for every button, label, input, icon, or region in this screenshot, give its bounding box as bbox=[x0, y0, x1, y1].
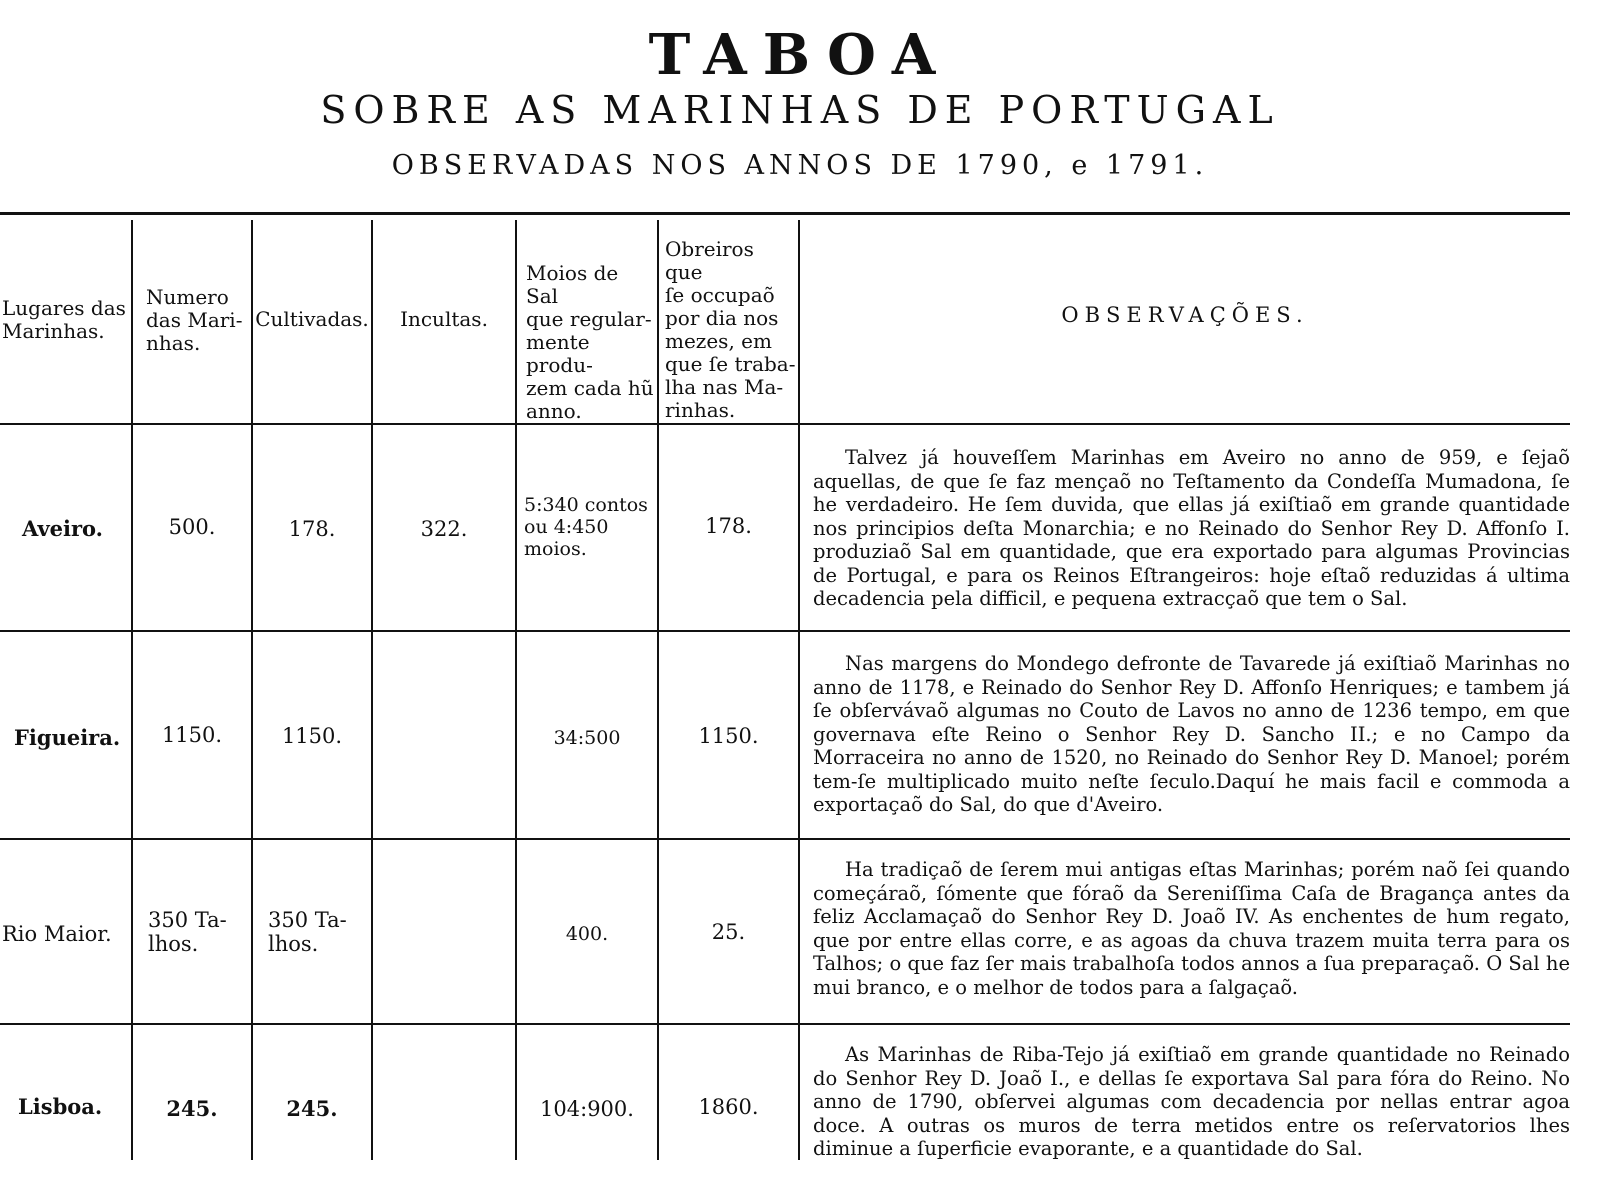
cell-lugar: Figueira. bbox=[14, 725, 121, 750]
cell-cultivadas: 1150. bbox=[281, 724, 343, 748]
cell-observacoes: As Marinhas de Riba-Tejo já exiſtiaõ em grande quantidade no Reinado do Senhor Rey D. Joaõ I., e dellas ſe exportava Sal para fóra do Reino. No anno de 1790, obſervei algumas com decadencia por nellas entrar agoa doce. A outras os muros de terra metidos entre os reſervatorios lhes diminue a ſuperficie evaporante, e a quantidade do Sal. bbox=[813, 1043, 1570, 1160]
cell-obreiros: 1860. bbox=[698, 1095, 759, 1119]
cell-moios: 400. bbox=[565, 923, 609, 945]
cell-numero: 350 Ta- lhos. bbox=[148, 908, 227, 956]
cell-moios: 5:340 contos ou 4:450 moios. bbox=[524, 494, 648, 560]
header-moios: Moios de Sal que regular- mente produ- zem cada hũ anno. bbox=[526, 261, 654, 423]
header-lugares: Lugares das Marinhas. bbox=[2, 296, 126, 343]
cell-obreiros: 178. bbox=[705, 514, 752, 538]
cell-lugar: Aveiro. bbox=[22, 516, 103, 541]
column-divider bbox=[657, 220, 659, 1160]
row-divider bbox=[0, 630, 1570, 632]
header-numero: Numero das Mari- nhas. bbox=[146, 285, 243, 355]
cell-cultivadas: 178. bbox=[288, 517, 336, 541]
page-title: TABOA bbox=[648, 22, 952, 88]
cell-obreiros: 25. bbox=[711, 920, 746, 944]
page-subtitle: SOBRE AS MARINHAS DE PORTUGAL bbox=[320, 88, 1280, 132]
header-obreiros: Obreiros que ſe occupaõ por dia nos mezes, em que ſe traba- lha nas Ma- rinhas. bbox=[665, 237, 796, 422]
header-observacoes: OBSERVAÇÕES. bbox=[1061, 303, 1309, 327]
cell-lugar: Lisboa. bbox=[18, 1094, 103, 1119]
column-divider bbox=[798, 220, 800, 1160]
header-cultivadas: Cultivadas. bbox=[255, 307, 369, 331]
row-divider bbox=[0, 838, 1570, 840]
cell-numero: 245. bbox=[166, 1096, 218, 1121]
cell-numero: 500. bbox=[168, 515, 216, 539]
cell-lugar: Rio Maior. bbox=[2, 922, 112, 946]
cell-cultivadas: 245. bbox=[286, 1096, 338, 1121]
cell-observacoes: Nas margens do Mondego defronte de Tavarede já exiſtiaõ Marinhas no anno de 1178, e Reinado do Senhor Rey D. Affonſo Henriques; e tambem já ſe obſervávaõ algumas no Couto de Lavos no anno de 1236 tempo, em que governava eſte Reino o Senhor Rey D. Sancho II.; e no Campo da Morraceira no anno de 1520, no Reinado do Senhor Rey D. Manoel; porém tem-ſe multiplicado muito neſte ſeculo.Daquí he mais facil e commoda a exportaçaõ do Sal, do que d'Aveiro. bbox=[813, 652, 1570, 816]
cell-cultivadas: 350 Ta- lhos. bbox=[268, 908, 347, 956]
cell-incultas: 322. bbox=[420, 517, 468, 541]
cell-moios: 34:500 bbox=[553, 727, 621, 749]
cell-observacoes: Ha tradiçaõ de ſerem mui antigas eſtas Marinhas; porém naõ ſei quando começáraõ, ſómente que fóraõ da Sereniſſima Caſa de Bragança antes da feliz Acclamaçaõ do Senhor Rey D. Joaõ IV. As enchentes de hum regato, que por entre ellas corre, e as agoas da chuva trazem muita terra para os Talhos; o que faz ſer mais trabalhoſa todos annos a ſua preparaçaõ. O Sal he mui branco, e o melhor de todos para a ſalgaçaõ. bbox=[813, 858, 1570, 999]
cell-obreiros: 1150. bbox=[698, 724, 759, 748]
row-divider bbox=[0, 423, 1570, 425]
column-divider bbox=[371, 220, 373, 1160]
table-top-rule bbox=[0, 212, 1570, 215]
header-incultas: Incultas. bbox=[400, 307, 488, 331]
page-subtitle-years: OBSERVADAS NOS ANNOS DE 1790, e 1791. bbox=[391, 150, 1209, 181]
column-divider bbox=[515, 220, 517, 1160]
cell-moios: 104:900. bbox=[540, 1097, 634, 1121]
row-divider bbox=[0, 1023, 1570, 1025]
column-divider bbox=[131, 220, 133, 1160]
column-divider bbox=[251, 220, 253, 1160]
cell-observacoes: Talvez já houveſſem Marinhas em Aveiro no anno de 959, e ſejaõ aquellas, de que ſe faz mençaõ no Teſtamento da Condeſſa Mumadona, ſe he verdadeiro. He ſem duvida, que ellas já exiſtiaõ em grande quantidade nos principios deſta Monarchia; e no Reinado do Senhor Rey D. Affonſo I. produziaõ Sal em quantidade, que era exportado para algumas Provincias de Portugal, e para os Reinos Eſtrangeiros: hoje eſtaõ reduzidas á ultima decadencia pela difficil, e pequena extracçaõ que tem o Sal. bbox=[813, 446, 1570, 610]
cell-numero: 1150. bbox=[161, 723, 223, 747]
